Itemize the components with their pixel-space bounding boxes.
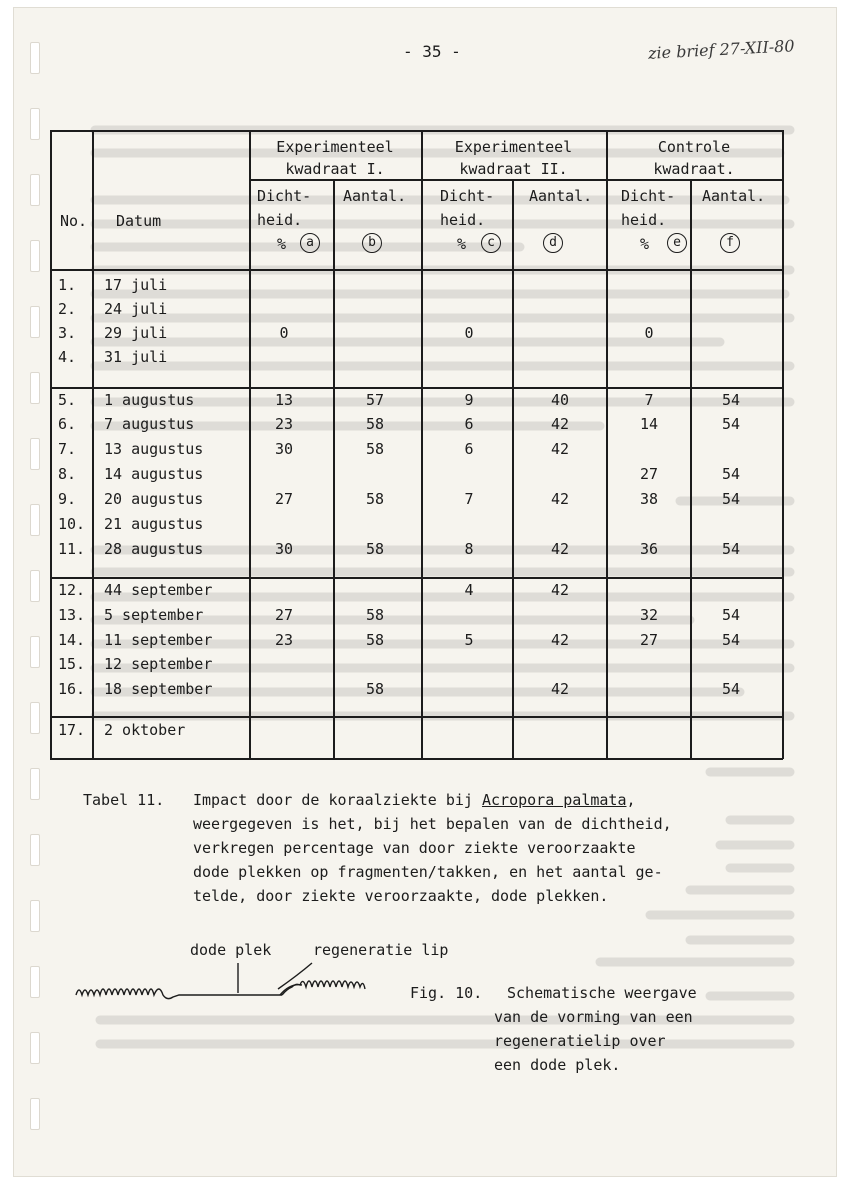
cell-c: 4 [464,581,474,599]
caption-line-3: verkregen percentage van door ziekte veroorzaakte [193,839,636,857]
caption-line-2: weergegeven is het, bij het bepalen van de dichtheid, [193,815,672,833]
group3-line1: Controle [657,138,731,156]
cell-c: 8 [464,540,474,558]
caption-line-1 [193,789,636,813]
cell-d: 42 [550,415,570,433]
row-number: 3. [58,324,77,342]
cell-b: 58 [365,415,385,433]
caption-line-5: telde, door ziekte veroorzaakte, dode plekken. [193,887,609,905]
cell-e: 27 [639,631,659,649]
cell-e: 27 [639,465,659,483]
percent-2: % [457,235,467,253]
cell-c: 6 [464,440,474,458]
col-header-no: No. [60,212,88,230]
dicht-1-l1: Dicht- [257,187,312,205]
row-datum: 2 oktober [104,721,186,739]
cell-b: 58 [365,490,385,508]
cell-d: 42 [550,680,570,698]
row-number: 17. [58,721,86,739]
cell-a: 13 [274,391,294,409]
cell-d: 42 [550,440,570,458]
row-datum: 17 juli [104,276,168,294]
cell-f: 54 [721,606,741,624]
cell-f: 54 [721,465,741,483]
dicht-3-l2: heid. [621,211,667,229]
row-number: 8. [58,465,77,483]
cell-a: 30 [274,540,294,558]
cell-e: 36 [639,540,659,558]
handwritten-note: zie brief 27-XII-80 [647,36,795,63]
cell-b: 58 [365,631,385,649]
row-number: 10. [58,515,86,533]
group1-line1: Experimenteel [276,138,394,156]
col-header-datum: Datum [116,212,162,230]
row-number: 9. [58,490,77,508]
cell-a: 23 [274,631,294,649]
dicht-2-l1: Dicht- [440,187,495,205]
row-datum: 18 september [104,680,213,698]
caption-label: Tabel 11. [83,791,165,809]
row-datum: 11 september [104,631,213,649]
caption-line-4: dode plekken op fragmenten/takken, en het aantal ge- [193,863,663,881]
cell-b: 58 [365,606,385,624]
cell-f: 54 [721,680,741,698]
marker-b: b [362,233,382,253]
cell-f: 54 [721,391,741,409]
marker-d: d [543,233,563,253]
row-number: 1. [58,276,77,294]
caption-line-1-post: , [626,791,636,809]
row-datum: 28 augustus [104,540,204,558]
cell-a: 27 [274,606,294,624]
group3-line2: kwadraat. [653,160,735,178]
figure-caption-line-2: van de vorming van een [494,1008,693,1026]
schematic-drawing [70,955,400,1005]
aantal-1: Aantal. [343,187,407,205]
row-datum: 13 augustus [104,440,204,458]
dicht-1-l2: heid. [257,211,303,229]
marker-e: e [667,233,687,253]
cell-a: 30 [274,440,294,458]
cell-e: 14 [639,415,659,433]
row-number: 12. [58,581,86,599]
row-number: 2. [58,300,77,318]
figure-caption-label: Fig. 10. [410,984,483,1002]
marker-c: c [481,233,501,253]
group1-line2: kwadraat I. [285,160,385,178]
row-datum: 5 september [104,606,204,624]
cell-d: 42 [550,631,570,649]
row-datum: 24 juli [104,300,168,318]
row-number: 6. [58,415,77,433]
row-number: 14. [58,631,86,649]
row-datum: 29 juli [104,324,168,342]
row-datum: 14 augustus [104,465,204,483]
row-datum: 31 juli [104,348,168,366]
cell-f: 54 [721,540,741,558]
cell-d: 42 [550,540,570,558]
marker-a: a [300,233,320,253]
caption-species: Acropora palmata [481,791,627,809]
cell-c: 6 [464,415,474,433]
row-number: 4. [58,348,77,366]
row-datum: 12 september [104,655,213,673]
cell-a: 27 [274,490,294,508]
figure-caption-line-3: regeneratielip over [494,1032,666,1050]
cell-f: 54 [721,631,741,649]
coral-profile-left [76,989,282,999]
cell-c: 0 [464,324,474,342]
row-number: 11. [58,540,86,558]
row-datum: 1 augustus [104,391,195,409]
aantal-3: Aantal. [702,187,766,205]
page-number: - 35 - [403,42,461,61]
row-datum: 44 september [104,581,213,599]
cell-b: 58 [365,440,385,458]
cell-b: 57 [365,391,385,409]
cell-f: 54 [721,415,741,433]
cell-d: 42 [550,490,570,508]
row-number: 5. [58,391,77,409]
cell-f: 54 [721,490,741,508]
cell-d: 42 [550,581,570,599]
cell-c: 7 [464,490,474,508]
dicht-3-l1: Dicht- [621,187,676,205]
cell-e: 0 [644,324,654,342]
figure-caption-line-4: een dode plek. [494,1056,621,1074]
cell-b: 58 [365,540,385,558]
group2-line2: kwadraat II. [459,160,568,178]
cell-c: 5 [464,631,474,649]
caption-line-1-pre: Impact door de koraalziekte bij [193,791,482,809]
cell-e: 38 [639,490,659,508]
marker-f: f [720,233,740,253]
row-number: 13. [58,606,86,624]
group2-line1: Experimenteel [454,138,573,156]
label-dode-plek: dode plek [190,941,272,959]
cell-e: 7 [644,391,654,409]
percent-1: % [277,235,287,253]
cell-a: 23 [274,415,294,433]
cell-c: 9 [464,391,474,409]
dicht-2-l2: heid. [440,211,486,229]
percent-3: % [640,235,650,253]
cell-e: 32 [639,606,659,624]
row-number: 15. [58,655,86,673]
row-number: 16. [58,680,86,698]
figure-caption-line-1: Schematische weergave [507,984,697,1002]
row-datum: 7 augustus [104,415,195,433]
cell-b: 58 [365,680,385,698]
row-datum: 20 augustus [104,490,204,508]
row-datum: 21 augustus [104,515,204,533]
cell-a: 0 [279,324,289,342]
cell-d: 40 [550,391,570,409]
aantal-2: Aantal. [529,187,593,205]
label-regeneratie-lip: regeneratie lip [313,941,449,959]
row-number: 7. [58,440,77,458]
coral-profile-right [282,981,365,995]
